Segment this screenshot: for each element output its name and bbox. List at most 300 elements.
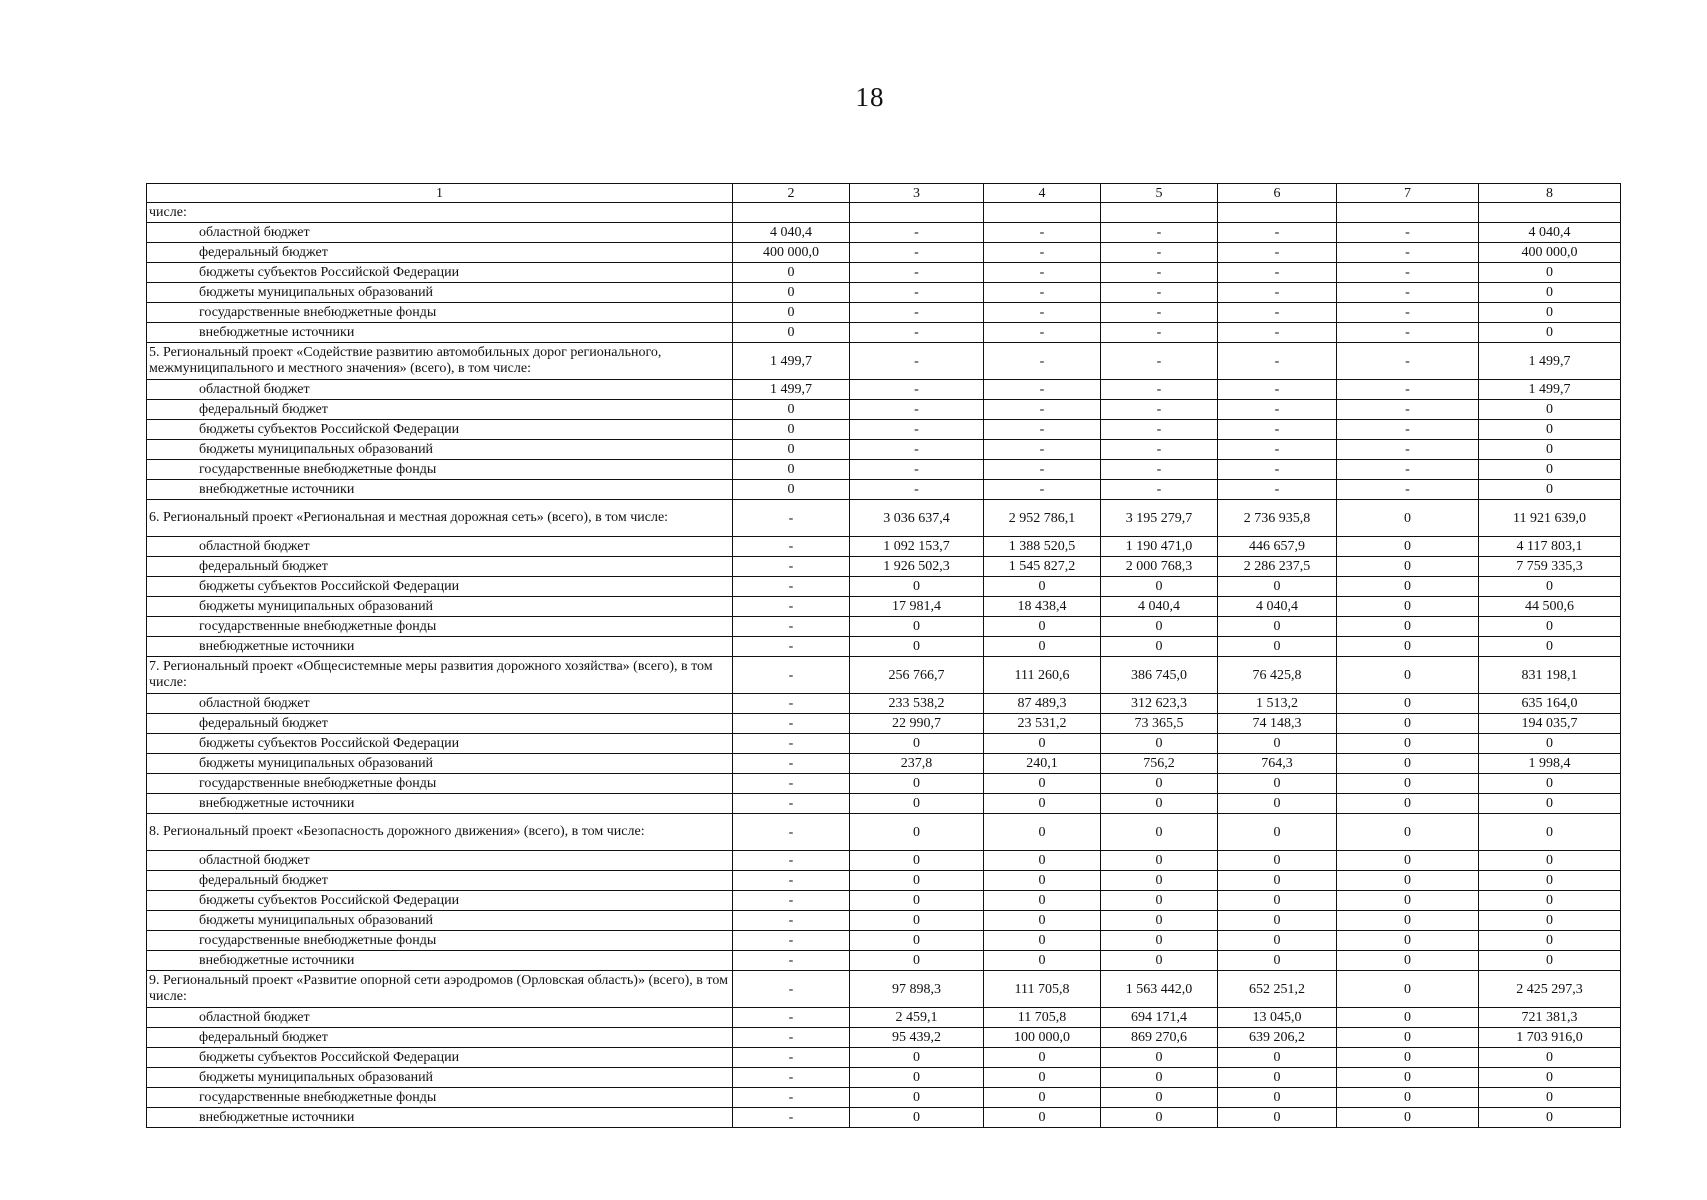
value-cell: 97 898,3 bbox=[850, 971, 984, 1008]
table-row bbox=[147, 871, 1621, 891]
value-cell: - bbox=[1218, 400, 1337, 420]
value-cell: - bbox=[1101, 283, 1218, 303]
value-cell: - bbox=[984, 283, 1101, 303]
value-cell: 0 bbox=[1337, 794, 1479, 814]
value-cell: - bbox=[733, 774, 850, 794]
value-cell: - bbox=[1101, 303, 1218, 323]
value-cell: 0 bbox=[1479, 734, 1621, 754]
value-cell: - bbox=[733, 500, 850, 537]
value-cell: - bbox=[984, 343, 1101, 380]
table-row bbox=[147, 303, 1621, 323]
value-cell: 0 bbox=[850, 794, 984, 814]
row-label-cell: федеральный бюджет bbox=[147, 400, 733, 420]
value-cell: 237,8 bbox=[850, 754, 984, 774]
value-cell: - bbox=[733, 637, 850, 657]
value-cell: - bbox=[1337, 223, 1479, 243]
table-row bbox=[147, 851, 1621, 871]
value-cell: 0 bbox=[1101, 734, 1218, 754]
row-label-cell: областной бюджет bbox=[147, 1008, 733, 1028]
value-cell: - bbox=[733, 537, 850, 557]
value-cell: 4 040,4 bbox=[733, 223, 850, 243]
value-cell: 0 bbox=[1337, 557, 1479, 577]
row-label-cell: государственные внебюджетные фонды bbox=[147, 931, 733, 951]
value-cell: - bbox=[1337, 283, 1479, 303]
table-row bbox=[147, 263, 1621, 283]
value-cell: 4 040,4 bbox=[1101, 597, 1218, 617]
value-cell: 18 438,4 bbox=[984, 597, 1101, 617]
value-cell: - bbox=[1101, 440, 1218, 460]
row-label-cell: внебюджетные источники bbox=[147, 794, 733, 814]
value-cell: - bbox=[1218, 323, 1337, 343]
value-cell: 0 bbox=[1337, 1088, 1479, 1108]
value-cell: 0 bbox=[984, 871, 1101, 891]
value-cell: 0 bbox=[1337, 971, 1479, 1008]
value-cell: 0 bbox=[1337, 891, 1479, 911]
row-label-cell: бюджеты субъектов Российской Федерации bbox=[147, 1048, 733, 1068]
value-cell: 0 bbox=[1218, 814, 1337, 851]
row-label-cell: внебюджетные источники bbox=[147, 637, 733, 657]
value-cell: 0 bbox=[1479, 814, 1621, 851]
value-cell: 0 bbox=[984, 794, 1101, 814]
project-row bbox=[147, 657, 1621, 694]
value-cell: 0 bbox=[1337, 851, 1479, 871]
value-cell: 233 538,2 bbox=[850, 694, 984, 714]
value-cell: 0 bbox=[984, 637, 1101, 657]
value-cell: 1 388 520,5 bbox=[984, 537, 1101, 557]
value-cell: 0 bbox=[984, 1088, 1101, 1108]
row-label-cell: бюджеты муниципальных образований bbox=[147, 283, 733, 303]
value-cell: 0 bbox=[850, 1108, 984, 1128]
value-cell: 0 bbox=[1218, 851, 1337, 871]
value-cell: 0 bbox=[984, 911, 1101, 931]
value-cell: 386 745,0 bbox=[1101, 657, 1218, 694]
value-cell: 0 bbox=[1218, 891, 1337, 911]
table-row bbox=[147, 891, 1621, 911]
value-cell: - bbox=[733, 714, 850, 734]
value-cell: 831 198,1 bbox=[1479, 657, 1621, 694]
value-cell: - bbox=[733, 657, 850, 694]
row-label-cell: внебюджетные источники bbox=[147, 480, 733, 500]
value-cell: 0 bbox=[1218, 1068, 1337, 1088]
value-cell: 1 499,7 bbox=[1479, 380, 1621, 400]
value-cell: 73 365,5 bbox=[1101, 714, 1218, 734]
value-cell: - bbox=[1337, 420, 1479, 440]
value-cell: - bbox=[984, 400, 1101, 420]
table-row bbox=[147, 460, 1621, 480]
value-cell: 0 bbox=[984, 1068, 1101, 1088]
value-cell: - bbox=[850, 303, 984, 323]
table-row bbox=[147, 754, 1621, 774]
page-number: 18 bbox=[855, 82, 885, 112]
value-cell: - bbox=[850, 420, 984, 440]
value-cell: 4 040,4 bbox=[1218, 597, 1337, 617]
budget-table bbox=[146, 183, 1621, 1128]
value-cell: 0 bbox=[1337, 814, 1479, 851]
value-cell: - bbox=[850, 263, 984, 283]
value-cell: 0 bbox=[1479, 1068, 1621, 1088]
row-label-cell: внебюджетные источники bbox=[147, 951, 733, 971]
row-label-cell: областной бюджет bbox=[147, 537, 733, 557]
value-cell: 0 bbox=[850, 734, 984, 754]
value-cell: 2 425 297,3 bbox=[1479, 971, 1621, 1008]
value-cell: - bbox=[1337, 400, 1479, 420]
row-label-cell: государственные внебюджетные фонды bbox=[147, 303, 733, 323]
value-cell: 0 bbox=[1337, 657, 1479, 694]
value-cell: 0 bbox=[984, 851, 1101, 871]
value-cell: 0 bbox=[850, 891, 984, 911]
row-label-cell: бюджеты субъектов Российской Федерации bbox=[147, 891, 733, 911]
value-cell: 0 bbox=[1101, 1048, 1218, 1068]
value-cell: 0 bbox=[1479, 794, 1621, 814]
value-cell: - bbox=[850, 480, 984, 500]
value-cell: 0 bbox=[1101, 577, 1218, 597]
value-cell: 0 bbox=[1101, 1068, 1218, 1088]
value-cell: - bbox=[733, 557, 850, 577]
value-cell: - bbox=[850, 400, 984, 420]
project-title-cell: 9. Региональный проект «Развитие опорной сети аэродромов (Орловская область)» (всего), в том числе: bbox=[147, 971, 733, 1008]
header-cell: 2 bbox=[733, 184, 850, 203]
value-cell: 0 bbox=[1479, 617, 1621, 637]
value-cell: 3 036 637,4 bbox=[850, 500, 984, 537]
value-cell: 0 bbox=[1479, 774, 1621, 794]
value-cell: 0 bbox=[850, 774, 984, 794]
value-cell: 111 260,6 bbox=[984, 657, 1101, 694]
value-cell: - bbox=[1218, 380, 1337, 400]
value-cell: 0 bbox=[1337, 617, 1479, 637]
value-cell: - bbox=[733, 597, 850, 617]
value-cell: 0 bbox=[1479, 283, 1621, 303]
value-cell: 0 bbox=[1218, 911, 1337, 931]
value-cell: 0 bbox=[1479, 891, 1621, 911]
value-cell: 0 bbox=[850, 911, 984, 931]
value-cell: 0 bbox=[1337, 754, 1479, 774]
table-row bbox=[147, 440, 1621, 460]
value-cell: 0 bbox=[1218, 637, 1337, 657]
table-row bbox=[147, 537, 1621, 557]
value-cell: 0 bbox=[1101, 911, 1218, 931]
value-cell: 0 bbox=[1337, 1068, 1479, 1088]
value-cell: - bbox=[1101, 380, 1218, 400]
value-cell: 0 bbox=[984, 891, 1101, 911]
row-label-cell: федеральный бюджет bbox=[147, 714, 733, 734]
row-label-cell: бюджеты субъектов Российской Федерации bbox=[147, 577, 733, 597]
value-cell: 0 bbox=[984, 774, 1101, 794]
value-cell: 0 bbox=[1218, 734, 1337, 754]
value-cell: 0 bbox=[850, 1088, 984, 1108]
value-cell: 764,3 bbox=[1218, 754, 1337, 774]
value-cell: 0 bbox=[1337, 577, 1479, 597]
value-cell: - bbox=[1218, 343, 1337, 380]
table-row bbox=[147, 223, 1621, 243]
value-cell: 0 bbox=[1101, 931, 1218, 951]
value-cell: 0 bbox=[1101, 794, 1218, 814]
value-cell: 0 bbox=[1337, 637, 1479, 657]
value-cell: - bbox=[850, 243, 984, 263]
value-cell: - bbox=[1101, 460, 1218, 480]
value-cell: 0 bbox=[733, 400, 850, 420]
value-cell: 0 bbox=[1479, 420, 1621, 440]
row-label-cell: бюджеты муниципальных образований bbox=[147, 754, 733, 774]
value-cell: 2 286 237,5 bbox=[1218, 557, 1337, 577]
header-cell: 8 bbox=[1479, 184, 1621, 203]
value-cell: - bbox=[733, 814, 850, 851]
value-cell: 0 bbox=[1337, 1108, 1479, 1128]
value-cell: 111 705,8 bbox=[984, 971, 1101, 1008]
row-label-cell: бюджеты муниципальных образований bbox=[147, 440, 733, 460]
row-label-cell: внебюджетные источники bbox=[147, 323, 733, 343]
value-cell: - bbox=[1218, 263, 1337, 283]
value-cell: 0 bbox=[733, 323, 850, 343]
value-cell bbox=[1218, 203, 1337, 223]
value-cell: - bbox=[984, 243, 1101, 263]
row-label-cell: областной бюджет bbox=[147, 851, 733, 871]
value-cell: 0 bbox=[733, 460, 850, 480]
value-cell: 0 bbox=[733, 480, 850, 500]
value-cell: 869 270,6 bbox=[1101, 1028, 1218, 1048]
value-cell: - bbox=[1337, 303, 1479, 323]
value-cell: 2 000 768,3 bbox=[1101, 557, 1218, 577]
value-cell: 400 000,0 bbox=[733, 243, 850, 263]
value-cell: 0 bbox=[1218, 951, 1337, 971]
value-cell: - bbox=[1101, 343, 1218, 380]
value-cell: - bbox=[733, 891, 850, 911]
value-cell: - bbox=[1101, 480, 1218, 500]
value-cell: 0 bbox=[1337, 1028, 1479, 1048]
value-cell: - bbox=[733, 1068, 850, 1088]
value-cell: 74 148,3 bbox=[1218, 714, 1337, 734]
value-cell: 1 499,7 bbox=[733, 380, 850, 400]
value-cell: 0 bbox=[1479, 931, 1621, 951]
value-cell: 44 500,6 bbox=[1479, 597, 1621, 617]
value-cell: - bbox=[1218, 303, 1337, 323]
value-cell: - bbox=[984, 460, 1101, 480]
value-cell: - bbox=[1337, 480, 1479, 500]
table-header-row bbox=[147, 184, 1621, 203]
table-row bbox=[147, 734, 1621, 754]
value-cell: 0 bbox=[1101, 1088, 1218, 1108]
value-cell: - bbox=[850, 440, 984, 460]
value-cell bbox=[1479, 203, 1621, 223]
value-cell: 0 bbox=[1101, 814, 1218, 851]
value-cell: 0 bbox=[1479, 637, 1621, 657]
value-cell: 0 bbox=[1479, 460, 1621, 480]
value-cell: 76 425,8 bbox=[1218, 657, 1337, 694]
row-label-cell: бюджеты субъектов Российской Федерации bbox=[147, 263, 733, 283]
value-cell: 0 bbox=[984, 931, 1101, 951]
table-body bbox=[147, 184, 1621, 1128]
value-cell: 0 bbox=[1479, 263, 1621, 283]
value-cell: 400 000,0 bbox=[1479, 243, 1621, 263]
value-cell: 0 bbox=[1479, 1108, 1621, 1128]
value-cell: 0 bbox=[1101, 617, 1218, 637]
value-cell: 0 bbox=[1479, 1088, 1621, 1108]
value-cell: 0 bbox=[850, 1068, 984, 1088]
row-label-cell: бюджеты муниципальных образований bbox=[147, 597, 733, 617]
value-cell: - bbox=[984, 303, 1101, 323]
table-row bbox=[147, 617, 1621, 637]
project-title-cell: 7. Региональный проект «Общесистемные меры развития дорожного хозяйства» (всего), в том числе: bbox=[147, 657, 733, 694]
value-cell: 694 171,4 bbox=[1101, 1008, 1218, 1028]
value-cell: - bbox=[984, 440, 1101, 460]
value-cell: - bbox=[1218, 440, 1337, 460]
value-cell: - bbox=[850, 223, 984, 243]
value-cell: 0 bbox=[1337, 694, 1479, 714]
value-cell: 756,2 bbox=[1101, 754, 1218, 774]
value-cell: - bbox=[1337, 380, 1479, 400]
value-cell: - bbox=[733, 794, 850, 814]
value-cell: 0 bbox=[1101, 774, 1218, 794]
value-cell: - bbox=[733, 1088, 850, 1108]
row-label-cell: областной бюджет bbox=[147, 223, 733, 243]
value-cell: 0 bbox=[1101, 891, 1218, 911]
value-cell: 0 bbox=[1479, 303, 1621, 323]
header-cell: 4 bbox=[984, 184, 1101, 203]
value-cell: 0 bbox=[733, 420, 850, 440]
project-row bbox=[147, 343, 1621, 380]
value-cell: 0 bbox=[984, 617, 1101, 637]
value-cell bbox=[1101, 203, 1218, 223]
value-cell: - bbox=[1218, 480, 1337, 500]
value-cell: 1 998,4 bbox=[1479, 754, 1621, 774]
table-row bbox=[147, 283, 1621, 303]
value-cell: 100 000,0 bbox=[984, 1028, 1101, 1048]
row-label-cell: государственные внебюджетные фонды bbox=[147, 460, 733, 480]
value-cell: 0 bbox=[1479, 400, 1621, 420]
project-title-cell: 6. Региональный проект «Региональная и местная дорожная сеть» (всего), в том числе: bbox=[147, 500, 733, 537]
value-cell: 0 bbox=[733, 283, 850, 303]
value-cell: 0 bbox=[1479, 577, 1621, 597]
value-cell: 0 bbox=[850, 871, 984, 891]
value-cell: 0 bbox=[1337, 951, 1479, 971]
table-row bbox=[147, 380, 1621, 400]
value-cell: - bbox=[1337, 440, 1479, 460]
value-cell: - bbox=[733, 971, 850, 1008]
value-cell: - bbox=[733, 694, 850, 714]
project-row bbox=[147, 814, 1621, 851]
value-cell: 0 bbox=[850, 931, 984, 951]
value-cell: - bbox=[984, 263, 1101, 283]
value-cell: 0 bbox=[1479, 440, 1621, 460]
value-cell: 0 bbox=[733, 263, 850, 283]
row-label-cell: государственные внебюджетные фонды bbox=[147, 1088, 733, 1108]
table-row bbox=[147, 794, 1621, 814]
table-row bbox=[147, 1048, 1621, 1068]
value-cell: 1 703 916,0 bbox=[1479, 1028, 1621, 1048]
header-cell: 5 bbox=[1101, 184, 1218, 203]
value-cell: 312 623,3 bbox=[1101, 694, 1218, 714]
value-cell: 0 bbox=[1337, 1008, 1479, 1028]
value-cell: 0 bbox=[1101, 1108, 1218, 1128]
table-row bbox=[147, 557, 1621, 577]
value-cell: - bbox=[850, 460, 984, 480]
value-cell: 11 921 639,0 bbox=[1479, 500, 1621, 537]
value-cell: - bbox=[1101, 263, 1218, 283]
table-row bbox=[147, 480, 1621, 500]
table-row bbox=[147, 951, 1621, 971]
value-cell: 1 499,7 bbox=[1479, 343, 1621, 380]
value-cell: 0 bbox=[733, 303, 850, 323]
value-cell: 0 bbox=[984, 577, 1101, 597]
value-cell: - bbox=[1101, 323, 1218, 343]
value-cell: - bbox=[733, 1008, 850, 1028]
row-label-cell: государственные внебюджетные фонды bbox=[147, 774, 733, 794]
value-cell: 0 bbox=[1218, 794, 1337, 814]
value-cell: - bbox=[1337, 460, 1479, 480]
project-title-cell: 8. Региональный проект «Безопасность дорожного движения» (всего), в том числе: bbox=[147, 814, 733, 851]
table-row bbox=[147, 1008, 1621, 1028]
table-row bbox=[147, 714, 1621, 734]
value-cell: 4 117 803,1 bbox=[1479, 537, 1621, 557]
value-cell: 1 092 153,7 bbox=[850, 537, 984, 557]
value-cell: 0 bbox=[984, 1048, 1101, 1068]
table-row bbox=[147, 400, 1621, 420]
value-cell: - bbox=[850, 323, 984, 343]
header-cell: 6 bbox=[1218, 184, 1337, 203]
value-cell: - bbox=[733, 871, 850, 891]
table-row bbox=[147, 597, 1621, 617]
row-label-cell: бюджеты субъектов Российской Федерации bbox=[147, 734, 733, 754]
value-cell: 0 bbox=[1218, 1088, 1337, 1108]
value-cell: 0 bbox=[850, 617, 984, 637]
value-cell: 3 195 279,7 bbox=[1101, 500, 1218, 537]
value-cell: 0 bbox=[1337, 911, 1479, 931]
value-cell: 0 bbox=[733, 440, 850, 460]
value-cell: 11 705,8 bbox=[984, 1008, 1101, 1028]
value-cell: - bbox=[733, 931, 850, 951]
table-row bbox=[147, 1088, 1621, 1108]
value-cell: 0 bbox=[850, 637, 984, 657]
value-cell: 0 bbox=[1218, 577, 1337, 597]
value-cell: 0 bbox=[850, 1048, 984, 1068]
value-cell: - bbox=[1218, 420, 1337, 440]
value-cell: 0 bbox=[1337, 734, 1479, 754]
value-cell: 0 bbox=[850, 951, 984, 971]
value-cell: 0 bbox=[1337, 1048, 1479, 1068]
value-cell: - bbox=[850, 343, 984, 380]
value-cell: 2 736 935,8 bbox=[1218, 500, 1337, 537]
value-cell: 635 164,0 bbox=[1479, 694, 1621, 714]
value-cell: 0 bbox=[1218, 931, 1337, 951]
value-cell bbox=[850, 203, 984, 223]
value-cell: 0 bbox=[1337, 931, 1479, 951]
value-cell: 0 bbox=[1337, 714, 1479, 734]
value-cell: - bbox=[1101, 400, 1218, 420]
value-cell: - bbox=[984, 480, 1101, 500]
value-cell: 194 035,7 bbox=[1479, 714, 1621, 734]
value-cell bbox=[984, 203, 1101, 223]
value-cell: 0 bbox=[984, 1108, 1101, 1128]
value-cell: 17 981,4 bbox=[850, 597, 984, 617]
table-row bbox=[147, 911, 1621, 931]
value-cell: 0 bbox=[1101, 951, 1218, 971]
value-cell: 1 563 442,0 bbox=[1101, 971, 1218, 1008]
row-label-cell: федеральный бюджет bbox=[147, 243, 733, 263]
row-label-cell: бюджеты муниципальных образований bbox=[147, 1068, 733, 1088]
value-cell: 0 bbox=[1101, 871, 1218, 891]
value-cell: 1 926 502,3 bbox=[850, 557, 984, 577]
value-cell: 652 251,2 bbox=[1218, 971, 1337, 1008]
value-cell: 240,1 bbox=[984, 754, 1101, 774]
value-cell bbox=[1337, 203, 1479, 223]
value-cell: - bbox=[1337, 243, 1479, 263]
value-cell: 87 489,3 bbox=[984, 694, 1101, 714]
value-cell: 0 bbox=[984, 951, 1101, 971]
value-cell: - bbox=[1218, 460, 1337, 480]
value-cell: 0 bbox=[1337, 500, 1479, 537]
value-cell: - bbox=[733, 617, 850, 637]
value-cell: 0 bbox=[1479, 911, 1621, 931]
value-cell: 13 045,0 bbox=[1218, 1008, 1337, 1028]
